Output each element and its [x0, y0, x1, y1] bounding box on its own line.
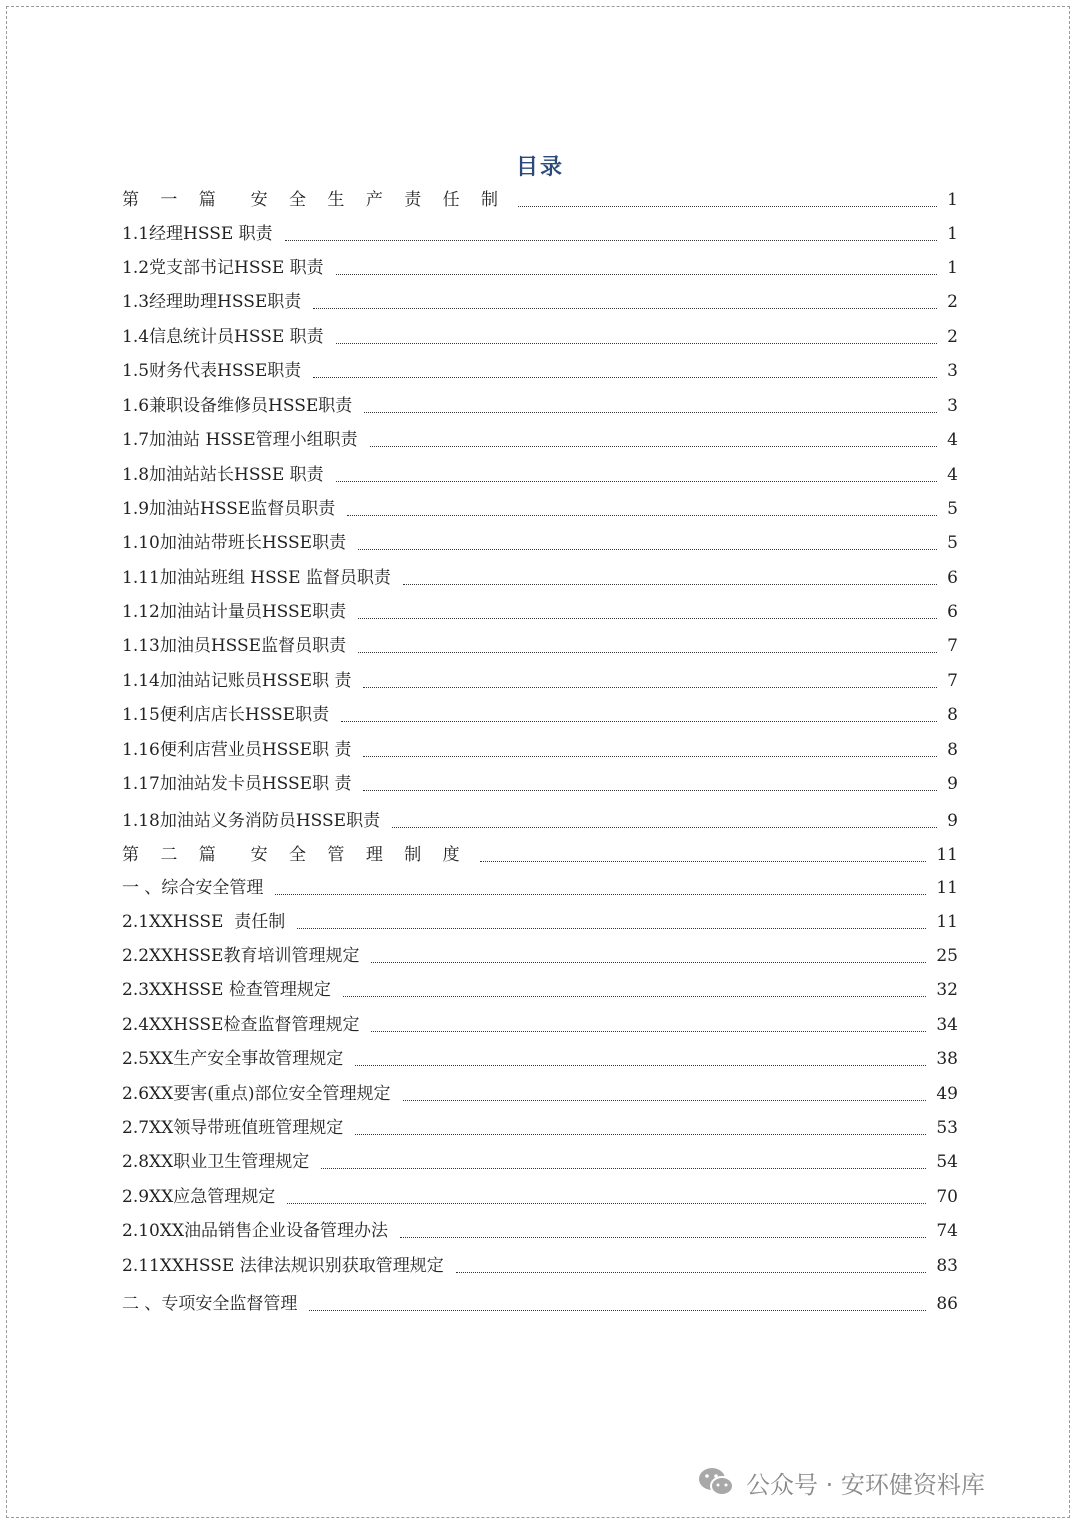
toc-entry-label: 1.2党支部书记HSSE 职责 [122, 258, 324, 278]
toc-entry[interactable] [122, 1185, 958, 1209]
toc-entry-page: 6 [947, 602, 958, 622]
toc-entry[interactable] [122, 531, 958, 555]
toc-entry[interactable] [122, 1116, 958, 1140]
toc-entry-label: 1.18加油站义务消防员HSSE职责 [122, 811, 381, 831]
toc-leader-dots [309, 1310, 926, 1311]
toc-entry[interactable] [122, 256, 958, 280]
toc-entry-label: 1.17加油站发卡员HSSE职 责 [122, 774, 352, 794]
toc-leader-dots [363, 687, 937, 688]
toc-title: 目录 [515, 154, 564, 180]
toc-entry-label: 1.9加油站HSSE监督员职责 [122, 499, 336, 519]
toc-entry-page: 38 [936, 1049, 958, 1069]
toc-entry-page: 34 [936, 1015, 958, 1035]
toc-entry-page: 6 [947, 568, 958, 588]
toc-leader-dots [313, 308, 937, 309]
toc-entry-page: 1 [947, 190, 958, 210]
toc-entry-label: 2.11XXHSSE 法律法规识别获取管理规定 [122, 1256, 444, 1276]
toc-entry-page: 3 [947, 361, 958, 381]
toc-entry[interactable] [122, 1047, 958, 1071]
toc-entry-page: 70 [936, 1187, 958, 1207]
toc-entry[interactable] [122, 188, 958, 212]
toc-leader-dots [336, 343, 938, 344]
toc-entry-page: 2 [947, 327, 958, 347]
toc-entry[interactable] [122, 1150, 958, 1174]
toc-entry[interactable] [122, 703, 958, 727]
toc-leader-dots [370, 446, 938, 447]
toc-entry-label: 1.13加油员HSSE监督员职责 [122, 636, 347, 656]
toc-entry-page: 74 [936, 1221, 958, 1241]
toc-entry[interactable] [122, 978, 958, 1002]
toc-entry-label: 1.14加油站记账员HSSE职 责 [122, 671, 352, 691]
toc-leader-dots [313, 377, 937, 378]
toc-leader-dots [371, 1031, 926, 1032]
toc-leader-dots [403, 1100, 927, 1101]
toc-entry-label: 1.6兼职设备维修员HSSE职责 [122, 396, 353, 416]
toc-entry-page: 2 [947, 292, 958, 312]
toc-leader-dots [285, 240, 938, 241]
toc-entry[interactable] [122, 600, 958, 624]
toc-leader-dots [363, 756, 937, 757]
toc-leader-dots [347, 515, 937, 516]
toc-entry-label: 1.8加油站站长HSSE 职责 [122, 465, 324, 485]
toc-entry-label: 1.7加油站 HSSE管理小组职责 [122, 430, 358, 450]
toc-leader-dots [403, 584, 937, 585]
toc-leader-dots [297, 928, 926, 929]
toc-entry[interactable] [122, 1219, 958, 1243]
toc-leader-dots [392, 827, 937, 828]
toc-entry[interactable] [122, 669, 958, 693]
toc-entry-page: 32 [936, 980, 958, 1000]
toc-leader-dots [275, 894, 926, 895]
toc-leader-dots [456, 1272, 927, 1273]
toc-entry[interactable] [122, 1254, 958, 1278]
toc-entry-label: 1.12加油站计量员HSSE职责 [122, 602, 347, 622]
toc-entry-page: 9 [947, 811, 958, 831]
toc-entry-label: 2.5XX生产安全事故管理规定 [122, 1049, 344, 1069]
toc-entry-label: 二 、专项安全监督管理 [122, 1294, 298, 1314]
toc-entry-label: 一 、综合安全管理 [122, 878, 264, 898]
toc-entry[interactable] [122, 876, 958, 900]
toc-entry-label: 2.10XX油品销售企业设备管理办法 [122, 1221, 389, 1241]
toc-entry-label: 1.10加油站带班长HSSE职责 [122, 533, 347, 553]
toc-entry-page: 9 [947, 774, 958, 794]
toc-entry[interactable] [122, 566, 958, 590]
toc-entry-label: 2.1XXHSSE 责任制 [122, 912, 286, 932]
toc-entry-page: 54 [936, 1152, 958, 1172]
toc-leader-dots [480, 861, 927, 862]
toc-entry-page: 5 [947, 499, 958, 519]
toc-entry-label: 1.11加油站班组 HSSE 监督员职责 [122, 568, 391, 588]
toc-entry-page: 11 [936, 878, 958, 898]
toc-entry[interactable] [122, 772, 958, 796]
toc-entry-label: 2.3XXHSSE 检查管理规定 [122, 980, 331, 1000]
toc-leader-dots [358, 549, 937, 550]
toc-entry[interactable] [122, 634, 958, 658]
toc-leader-dots [371, 962, 926, 963]
toc-entry-page: 49 [936, 1084, 958, 1104]
toc-entry[interactable] [122, 394, 958, 418]
toc-entry[interactable] [122, 497, 958, 521]
wechat-icon [696, 1462, 736, 1502]
toc-entry-label: 第 二 篇 安 全 管 理 制 度 [122, 845, 468, 865]
toc-entry-label: 2.9XX应急管理规定 [122, 1187, 276, 1207]
toc-entry-page: 5 [947, 533, 958, 553]
toc-entry-page: 3 [947, 396, 958, 416]
toc-entry[interactable] [122, 1082, 958, 1106]
toc-entry-label: 2.7XX领导带班值班管理规定 [122, 1118, 344, 1138]
toc-entry[interactable] [122, 910, 958, 934]
toc-entry[interactable] [122, 290, 958, 314]
toc-entry-page: 7 [947, 671, 958, 691]
toc-entry-page: 8 [947, 705, 958, 725]
toc-entry-label: 2.6XX要害(重点)部位安全管理规定 [122, 1084, 391, 1104]
toc-entry[interactable] [122, 944, 958, 968]
toc-leader-dots [518, 206, 937, 207]
toc-entry[interactable] [122, 1013, 958, 1037]
toc-entry-page: 1 [947, 258, 958, 278]
toc-entry-page: 4 [947, 430, 958, 450]
toc-entry-label: 2.2XXHSSE教育培训管理规定 [122, 946, 360, 966]
toc-entry-label: 2.4XXHSSE检查监督管理规定 [122, 1015, 360, 1035]
toc-leader-dots [336, 274, 938, 275]
toc-leader-dots [341, 721, 937, 722]
toc-entry-label: 1.15便利店店长HSSE职责 [122, 705, 330, 725]
toc-entry[interactable] [122, 738, 958, 762]
toc-leader-dots [336, 481, 938, 482]
toc-entry-page: 7 [947, 636, 958, 656]
toc-entry-page: 25 [936, 946, 958, 966]
toc-leader-dots [400, 1237, 926, 1238]
toc-leader-dots [355, 1134, 926, 1135]
toc-entry-label: 2.8XX职业卫生管理规定 [122, 1152, 310, 1172]
toc-entry-label: 1.16便利店营业员HSSE职 责 [122, 740, 352, 760]
toc-entry[interactable] [122, 809, 958, 833]
toc-leader-dots [364, 412, 937, 413]
toc-leader-dots [343, 996, 926, 997]
toc-entry[interactable] [122, 1292, 958, 1316]
toc-entry-page: 11 [936, 912, 958, 932]
toc-entry[interactable] [122, 463, 958, 487]
toc-entry-page: 86 [936, 1294, 958, 1314]
toc-entry-label: 第 一 篇 安 全 生 产 责 任 制 [122, 190, 507, 210]
toc-entry-label: 1.3经理助理HSSE职责 [122, 292, 302, 312]
toc-leader-dots [358, 618, 937, 619]
toc-entry-page: 4 [947, 465, 958, 485]
toc-entry[interactable] [122, 428, 958, 452]
toc-leader-dots [321, 1168, 926, 1169]
toc-leader-dots [358, 652, 937, 653]
toc-entry-page: 8 [947, 740, 958, 760]
toc-entry-label: 1.5财务代表HSSE职责 [122, 361, 302, 381]
toc-entry-page: 53 [936, 1118, 958, 1138]
toc-leader-dots [355, 1065, 926, 1066]
watermark-text: 公众号 · 安环健资料库 [746, 1470, 985, 1499]
toc-entry[interactable] [122, 359, 958, 383]
toc-entry-page: 11 [936, 845, 958, 865]
toc-leader-dots [287, 1203, 926, 1204]
toc-entry-label: 1.4信息统计员HSSE 职责 [122, 327, 324, 347]
toc-leader-dots [363, 790, 937, 791]
toc-entry[interactable] [122, 325, 958, 349]
toc-entry-page: 1 [947, 224, 958, 244]
toc-entry[interactable] [122, 843, 958, 867]
toc-entry-page: 83 [936, 1256, 958, 1276]
watermark [696, 1462, 985, 1502]
toc-entry[interactable] [122, 222, 958, 246]
toc-entry-label: 1.1经理HSSE 职责 [122, 224, 273, 244]
